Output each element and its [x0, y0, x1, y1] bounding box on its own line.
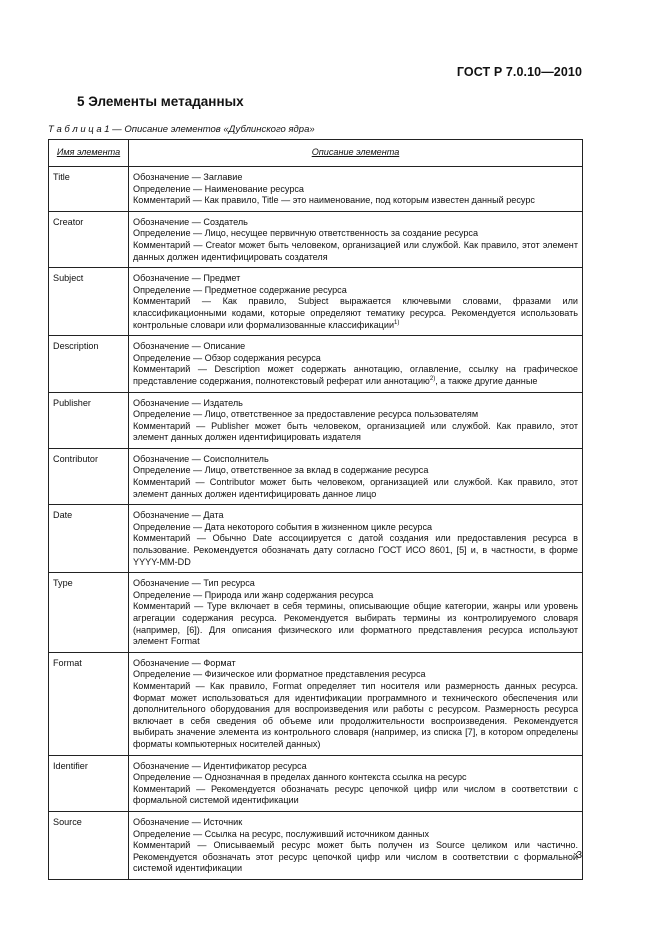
designation-line: Обозначение — Соисполнитель [133, 453, 269, 464]
designation-line: Обозначение — Создатель [133, 216, 248, 227]
element-description [129, 167, 583, 212]
table-header-row [49, 140, 583, 167]
element-description [129, 392, 583, 448]
comment-line: Комментарий — Contributor может быть человеком, организацией или службой. Как правило, этот элемент данных должен идентифицировать данное лицо [133, 477, 578, 499]
definition-line: Определение — Однозначная в пределах данного контекста ссылка на ресурс [133, 772, 467, 783]
definition-line: Определение — Предметное содержание ресурса [133, 284, 347, 295]
element-description [129, 652, 583, 755]
definition-line: Определение — Наименование ресурса [133, 183, 304, 194]
definition-line: Определение — Физическое или форматное представления ресурса [133, 669, 426, 680]
comment-line: Комментарий — Обычно Date ассоциируется с датой создания или предоставления ресурса в пользование. Рекомендуется обозначать дату согласно ГОСТ ИСО 8601, [5] и, в частности, в форме YYYY-MM-DD [133, 533, 578, 567]
definition-line: Определение — Лицо, несущее первичную ответственность за создание ресурса [133, 228, 478, 239]
standard-designation: ГОСТ Р 7.0.10—2010 [456, 65, 582, 79]
comment-line: Комментарий — Как правило, Format определяет тип носителя или размерность данных ресурса. Формат может использоваться для идентификации программного и технического обеспечения или дополнительного оборудования для воспроизведения или работы с ресурсом. Размерность ресурса включает в себя сведения об объеме или продолжительности воспроизведения. Рекомендуется выбирать значение элемента из контрольного словаря (например, из списка [7], в котором определены форматы компьютерных носителей данных) [133, 680, 578, 749]
element-description [129, 268, 583, 336]
element-name: Creator [49, 211, 129, 267]
table-row [49, 268, 583, 336]
comment-text-tail: , а также другие данные [435, 375, 538, 386]
designation-line: Обозначение — Описание [133, 341, 246, 352]
header-element-description: Описание элемента [129, 140, 583, 167]
element-description [129, 755, 583, 811]
element-name: Title [49, 167, 129, 212]
header-element-name: Имя элемента [49, 140, 129, 167]
element-name: Subject [49, 268, 129, 336]
comment-line: Комментарий — Как правило, Title — это наименование, под которым известен данный ресурс [133, 195, 535, 206]
definition-line: Определение — Дата некоторого события в жизненном цикле ресурса [133, 521, 433, 532]
table-caption: Т а б л и ц а 1 — Описание элементов «Дублинского ядра» [48, 124, 315, 135]
footnote-mark: 1) [394, 319, 400, 326]
table-row [49, 755, 583, 811]
element-description [129, 211, 583, 267]
table-row [49, 167, 583, 212]
comment-text: Комментарий — Description может содержать аннотацию, оглавление, ссылку на графическое представление содержания, полнотекстовый реферат или аннотацию [133, 364, 578, 386]
table-row [49, 652, 583, 755]
section-title: 5 Элементы метаданных [77, 94, 244, 109]
designation-line: Обозначение — Предмет [133, 273, 241, 284]
comment-line: Комментарий — Creator может быть человеком, организацией или службой. Как правило, этот элемент данных должен идентифицировать создателя [133, 239, 578, 262]
comment-line: Комментарий — Описываемый ресурс может быть получен из Source целиком или частично. Рекомендуется обозначать этот ресурс цепочкой цифр или числом в соответствии с формальной системой идентификации [133, 840, 578, 874]
comment-line: Комментарий — Type включает в себя термины, описывающие общие категории, жанры или уровень агрегации содержания ресурса. Рекомендуется выбирать термины из контролируемого словаря (например, [6]). Для описания физического или форматного представления ресурса используют элемент Format [133, 601, 578, 647]
element-description [129, 336, 583, 392]
element-name: Publisher [49, 392, 129, 448]
designation-line: Обозначение — Источник [133, 816, 243, 827]
definition-line: Определение — Ссылка на ресурс, послуживший источником данных [133, 828, 429, 839]
page-number: 3 [576, 850, 582, 861]
element-name: Source [49, 811, 129, 879]
designation-line: Обозначение — Дата [133, 510, 224, 521]
table-row [49, 211, 583, 267]
table-row [49, 448, 583, 504]
element-description [129, 448, 583, 504]
comment-line [133, 364, 578, 387]
comment-line [133, 296, 578, 331]
definition-line: Определение — Лицо, ответственное за предоставление ресурса пользователям [133, 409, 479, 420]
element-name: Identifier [49, 755, 129, 811]
comment-line: Комментарий — Publisher может быть человеком, организацией или службой. Как правило, этот элемент данных должен идентифицировать издателя [133, 420, 578, 443]
footnote-mark: 2) [429, 375, 436, 382]
metadata-table [48, 139, 583, 880]
definition-line: Определение — Природа или жанр содержания ресурса [133, 589, 374, 600]
designation-line: Обозначение — Тип ресурса [133, 578, 255, 589]
designation-line: Обозначение — Издатель [133, 397, 243, 408]
definition-line: Определение — Лицо, ответственное за вклад в содержание ресурса [133, 465, 429, 476]
element-description [129, 811, 583, 879]
table-row [49, 573, 583, 653]
designation-line: Обозначение — Формат [133, 657, 236, 668]
element-name: Format [49, 652, 129, 755]
table-row [49, 392, 583, 448]
table-row [49, 336, 583, 392]
comment-line: Комментарий — Рекомендуется обозначать ресурс цепочкой цифр или числом в соответствии с формальной системой идентификации [133, 783, 578, 806]
designation-line: Обозначение — Заглавие [133, 172, 243, 182]
comment-text: Комментарий — Как правило, Subject выражается ключевыми словами, фразами или классификационными кодами, которые определяют тематику ресурса. Рекомендуется использовать контрольные словари или формализованные классификации [133, 296, 578, 330]
table-row [49, 811, 583, 879]
designation-line: Обозначение — Идентификатор ресурса [133, 760, 307, 771]
element-name: Type [49, 573, 129, 653]
element-name: Contributor [49, 448, 129, 504]
element-description [129, 573, 583, 653]
element-name: Date [49, 505, 129, 573]
element-name: Description [49, 336, 129, 392]
table-row [49, 505, 583, 573]
element-description [129, 505, 583, 573]
definition-line: Определение — Обзор содержания ресурса [133, 352, 321, 363]
